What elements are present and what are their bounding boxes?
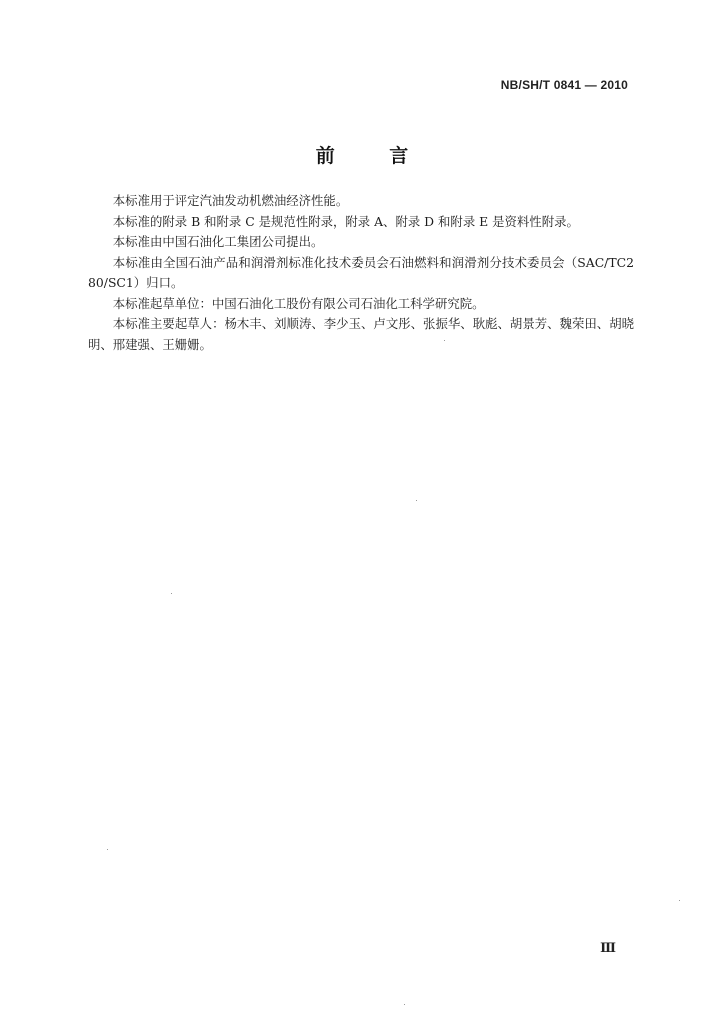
paragraph-purpose: 本标准用于评定汽油发动机燃油经济性能。	[112, 193, 349, 208]
scan-speck	[679, 900, 680, 901]
paragraph-drafters: 本标准主要起草人：杨木丰、刘顺涛、李少玉、卢文彤、张振华、耿彪、胡景芳、魏荣田、胡晓明、邢建强、王姗姗。	[88, 316, 634, 352]
scan-speck	[404, 1004, 405, 1005]
paragraph-proposer: 本标准由中国石油化工集团公司提出。	[112, 234, 324, 249]
foreword-body	[88, 191, 634, 355]
paragraph-appendices: 本标准的附录 B 和附录 C 是规范性附录，附录 A、附录 D 和附录 E 是资料性附录。	[112, 213, 579, 229]
standard-code: NB/SH/T 0841 — 2010	[500, 78, 628, 92]
scan-speck	[107, 849, 108, 850]
section-title: 前 言	[315, 145, 433, 167]
scan-speck	[416, 500, 417, 501]
scan-speck	[171, 593, 172, 594]
paragraph-committee: 本标准由全国石油产品和润滑剂标准化技术委员会石油燃料和润滑剂分技术委员会（SAC/TC280/SC1）归口。	[88, 254, 634, 290]
page-number: Ⅲ	[600, 941, 616, 956]
scan-speck	[444, 340, 445, 341]
paragraph-drafting-unit: 本标准起草单位：中国石油化工股份有限公司石油化工科学研究院。	[112, 295, 485, 311]
